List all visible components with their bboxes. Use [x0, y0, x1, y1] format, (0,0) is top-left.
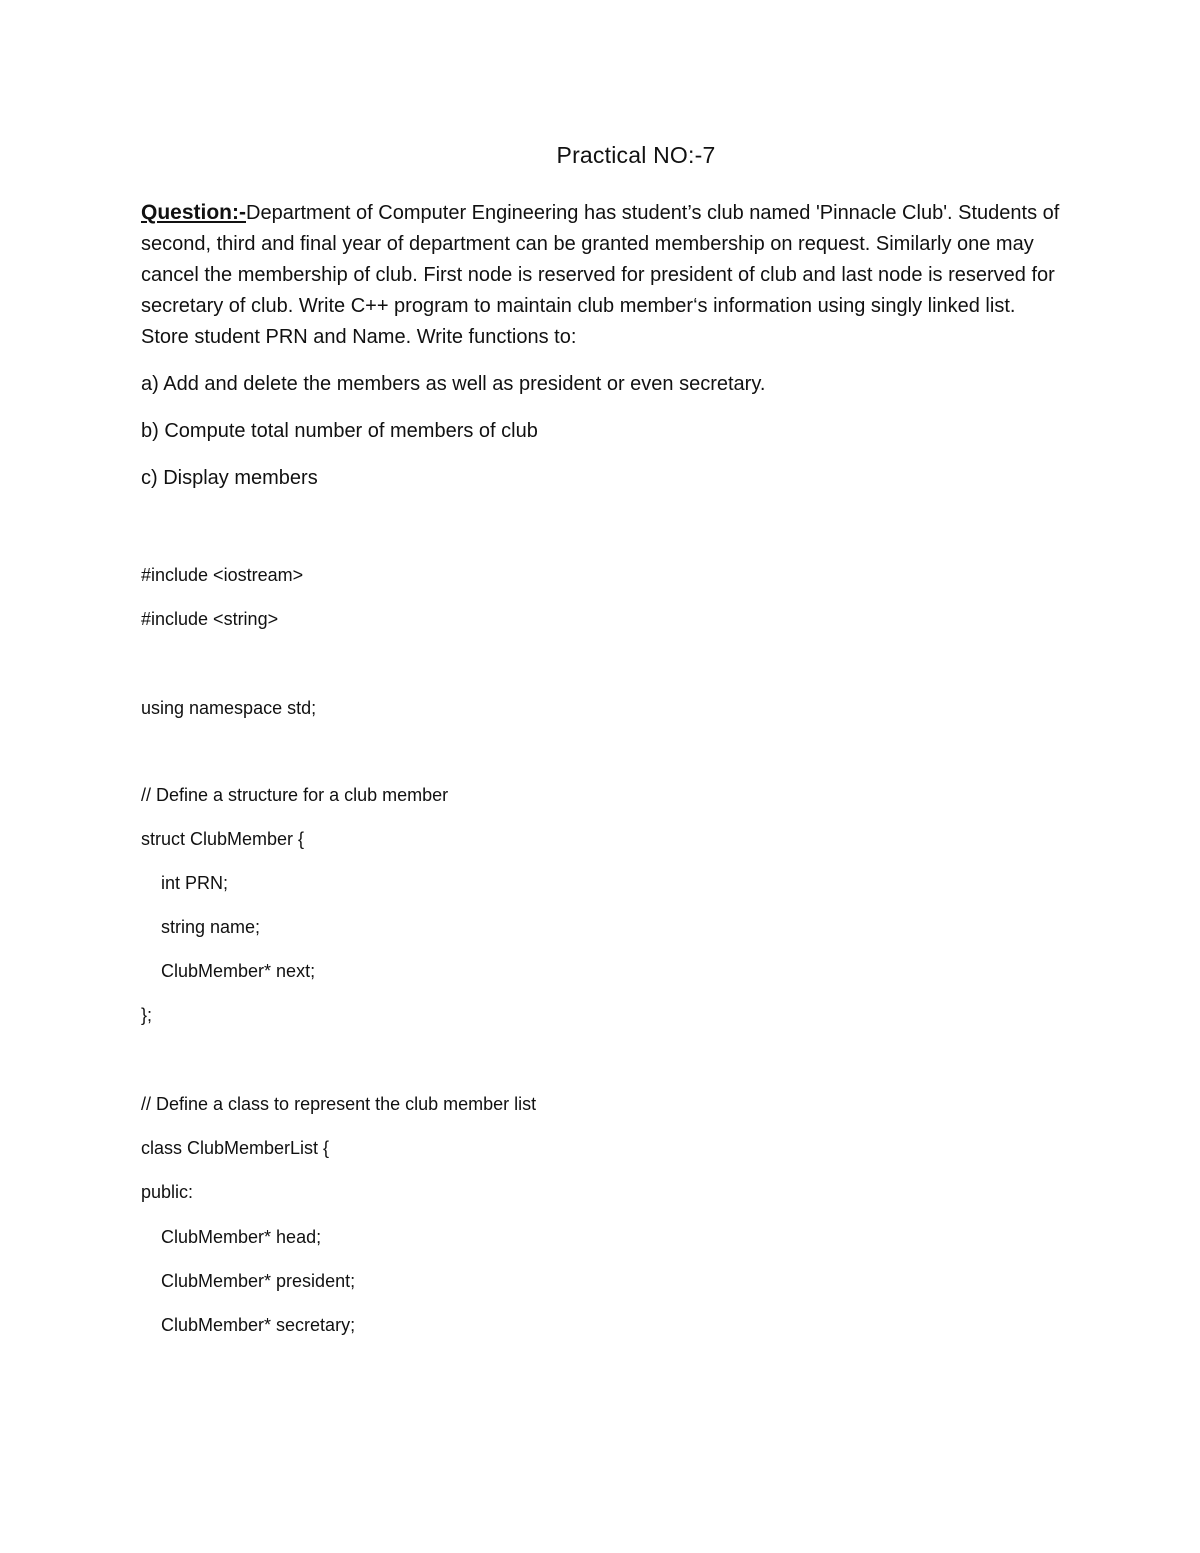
code-comment: // Define a class to represent the club member list	[141, 1094, 537, 1114]
question-label: Question:-	[141, 201, 246, 224]
code-line: public:	[141, 1182, 194, 1202]
task-item-a: a) Add and delete the members as well as president or even secretary.	[141, 373, 766, 395]
code-line: int PRN;	[141, 873, 229, 893]
page-title: Practical NO:-7	[556, 142, 716, 168]
code-comment: // Define a structure for a club member	[141, 785, 449, 805]
question-text: Department of Computer Engineering has student’s club named 'Pinnacle Club'. Students of second, third and final year of department can be granted membership on request. Similarly one may cancel the membership of club. First node is reserved for president of club and last node is reserved for secretary of club. Write C++ program to maintain club member‘s information using singly linked list. Store student PRN and Name. Write functions to:	[141, 202, 1060, 348]
code-line: ClubMember* head;	[141, 1227, 322, 1247]
code-line: using namespace std;	[141, 698, 317, 718]
code-line: ClubMember* next;	[141, 961, 316, 981]
code-line: ClubMember* president;	[141, 1271, 356, 1291]
code-line: class ClubMemberList {	[141, 1138, 330, 1158]
task-item-c: c) Display members	[141, 467, 318, 489]
code-line: string name;	[141, 917, 261, 937]
question-paragraph	[141, 197, 1061, 353]
code-line: ClubMember* secretary;	[141, 1315, 356, 1335]
code-line: #include <iostream>	[141, 565, 304, 585]
task-item-b: b) Compute total number of members of club	[141, 420, 538, 442]
code-line: };	[141, 1005, 153, 1025]
code-line: #include <string>	[141, 609, 279, 629]
code-line: struct ClubMember {	[141, 829, 305, 849]
